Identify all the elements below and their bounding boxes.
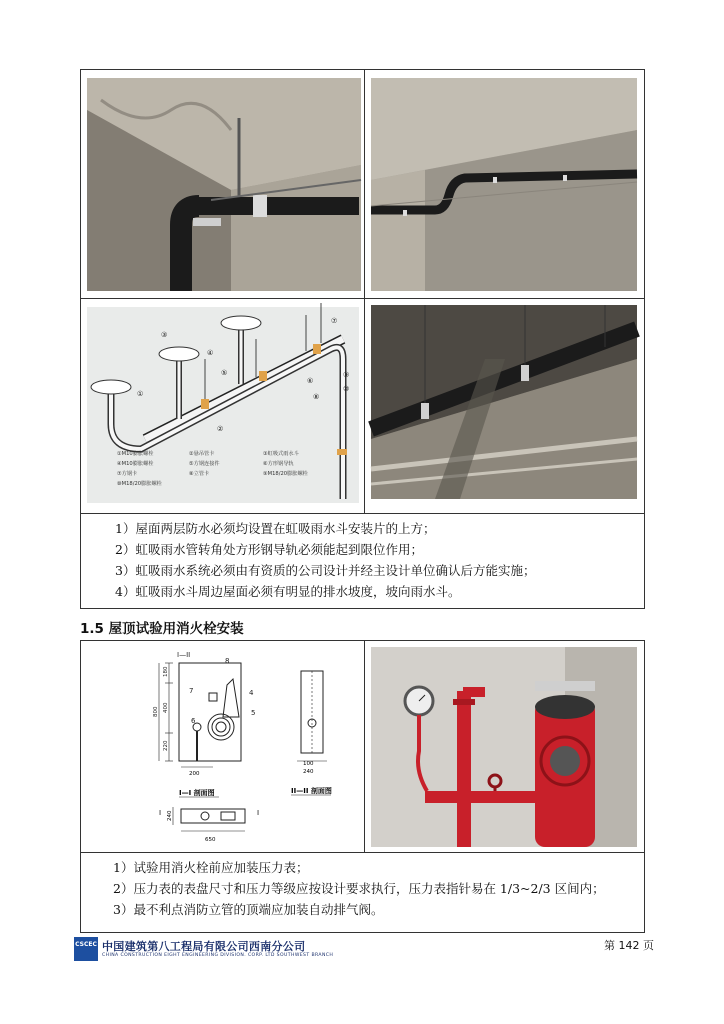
svg-text:5: 5 (251, 709, 256, 717)
section-title: 1.5 屋顶试验用消火栓安装 (80, 621, 244, 637)
callout-3: ③ (161, 331, 168, 339)
callout-10: ⑩ (343, 385, 350, 393)
svg-text:I: I (159, 809, 162, 817)
photo-pipe-ceiling (365, 299, 644, 513)
company-logo: CSCEC (74, 937, 98, 961)
callout-4: ④ (207, 349, 214, 357)
hydrant-table (80, 640, 645, 933)
svg-text:650: 650 (205, 837, 216, 843)
photo-pipe-corner (81, 70, 365, 298)
page-footer (74, 933, 654, 969)
svg-text:220: 220 (163, 740, 169, 751)
siphon-notes (81, 514, 644, 608)
siphon-drainage-table (80, 69, 645, 609)
svg-text:⑤方钢连接件: ⑤方钢连接件 (189, 461, 220, 467)
svg-text:7: 7 (189, 687, 194, 695)
svg-text:180: 180 (163, 666, 169, 677)
svg-text:⑥方形钢导轨: ⑥方形钢导轨 (263, 461, 294, 467)
note-line: 1）屋面两层防水必须均设置在虹吸雨水斗安装片的上方； (115, 521, 436, 536)
svg-text:100: 100 (303, 761, 314, 767)
company-name: 中国建筑第八工程局有限公司西南分公司 (102, 940, 306, 953)
svg-text:I—II: I—II (177, 651, 191, 659)
svg-text:⑩M18/20膨胀螺栓: ⑩M18/20膨胀螺栓 (117, 481, 162, 487)
callout-1: ① (137, 390, 144, 398)
svg-text:②悬吊管卡: ②悬吊管卡 (189, 451, 215, 457)
callout-8: ⑧ (313, 393, 320, 401)
hydrant-install-drawing (81, 641, 365, 852)
company-name-en: CHINA CONSTRUCTION EIGHT ENGINEERING DIVISION. CORP. LTD SOUTHWEST BRANCH (102, 953, 334, 958)
svg-text:800: 800 (153, 706, 159, 717)
svg-text:③虹吸式雨水斗: ③虹吸式雨水斗 (263, 451, 299, 457)
callout-2: ② (217, 425, 224, 433)
svg-text:⑧立管卡: ⑧立管卡 (189, 471, 210, 477)
svg-text:200: 200 (189, 771, 200, 777)
svg-text:4: 4 (249, 689, 254, 697)
svg-text:240: 240 (167, 810, 173, 821)
callout-6: ⑥ (307, 377, 314, 385)
svg-text:II—II 剖面图: II—II 剖面图 (291, 787, 332, 795)
note-line: 3）虹吸雨水系统必须由有资质的公司设计并经主设计单位确认后方能实施； (115, 563, 536, 578)
callout-9: ⑨ (343, 371, 350, 379)
callout-5: ⑤ (221, 369, 228, 377)
svg-text:240: 240 (303, 769, 314, 775)
svg-text:I: I (257, 809, 260, 817)
note-line: 4）虹吸雨水斗周边屋面必须有明显的排水坡度，坡向雨水斗。 (115, 584, 461, 599)
svg-text:⑦方钢卡: ⑦方钢卡 (117, 471, 138, 477)
note-line: 1）试验用消火栓前应加装压力表； (113, 860, 309, 875)
note-line: 2）虹吸雨水管转角处方形钢导轨必须能起到限位作用； (115, 542, 423, 557)
photo-hydrant (365, 641, 644, 852)
callout-7: ⑦ (331, 317, 338, 325)
svg-text:400: 400 (163, 702, 169, 713)
svg-text:①M10膨胀螺栓: ①M10膨胀螺栓 (117, 451, 154, 457)
svg-text:⑨M18/20膨胀螺栓: ⑨M18/20膨胀螺栓 (263, 471, 308, 477)
svg-text:④M10膨胀螺栓: ④M10膨胀螺栓 (117, 461, 154, 467)
note-line: 2）压力表的表盘尺寸和压力等级应按设计要求执行，压力表指针易在 1/3~2/3 区间内； (113, 881, 605, 896)
siphon-install-diagram (81, 299, 365, 513)
svg-text:I—I 剖面图: I—I 剖面图 (179, 789, 215, 797)
photo-pipe-beam (365, 70, 644, 298)
svg-text:8: 8 (225, 657, 230, 665)
note-line: 3）最不利点消防立管的顶端应加装自动排气阀。 (113, 902, 384, 917)
page-number: 第 142 页 (604, 939, 654, 952)
svg-text:6: 6 (191, 717, 196, 725)
hydrant-notes (81, 853, 644, 932)
